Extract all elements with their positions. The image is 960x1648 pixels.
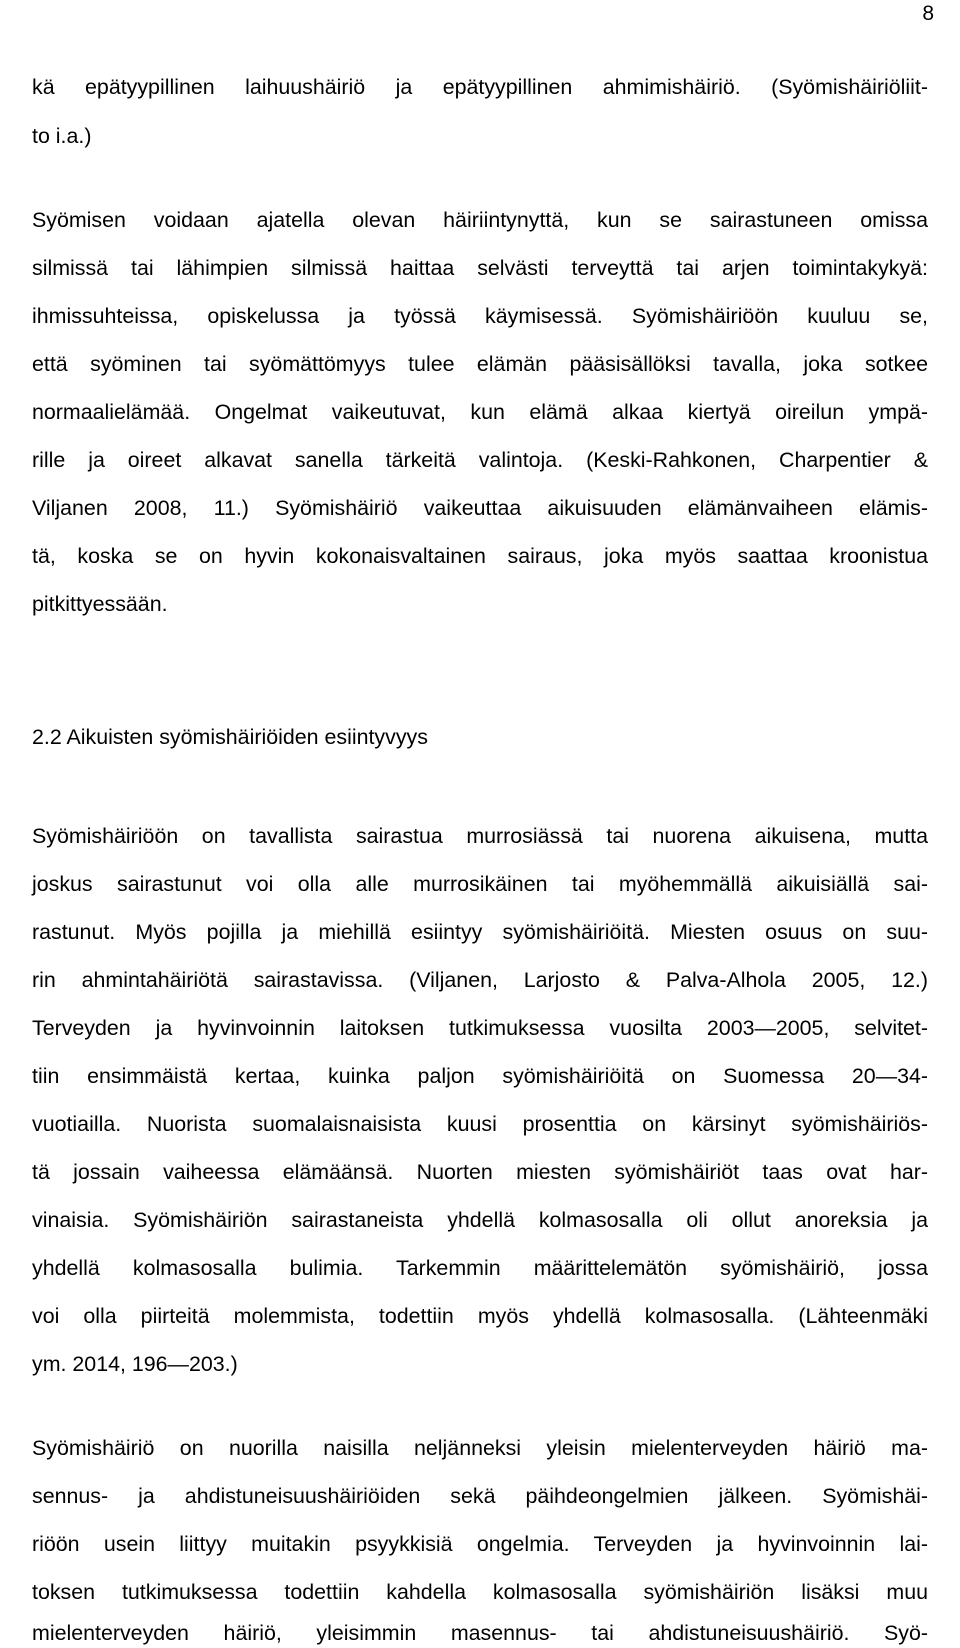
section-heading: 2.2 Aikuisten syömishäiriöiden esiintyvyys	[32, 725, 428, 749]
text-line: ym. 2014, 196—203.)	[32, 1352, 238, 1376]
text-line: kä epätyypillinen laihuushäiriö ja epätyypillinen ahmimishäiriö. (Syömishäiriöliit-	[32, 75, 928, 99]
text-line: Syömishäiriö on nuorilla naisilla neljänneksi yleisin mielenterveyden häiriö ma-	[32, 1436, 928, 1460]
text-line: rille ja oireet alkavat sanella tärkeitä valintoja. (Keski-Rahkonen, Charpentier &	[32, 448, 928, 472]
text-line: tä jossain vaiheessa elämäänsä. Nuorten miesten syömishäiriöt taas ovat har-	[32, 1160, 928, 1184]
text-line: tiin ensimmäistä kertaa, kuinka paljon syömishäiriöitä on Suomessa 20—34-	[32, 1064, 928, 1088]
text-line: vinaisia. Syömishäiriön sairastaneista yhdellä kolmasosalla oli ollut anoreksia ja	[32, 1208, 928, 1232]
text-line: rin ahmintahäiriötä sairastavissa. (Viljanen, Larjosto & Palva-Alhola 2005, 12.)	[32, 968, 928, 992]
text-line: toksen tutkimuksessa todettiin kahdella kolmasosalla syömishäiriön lisäksi muu	[32, 1580, 928, 1604]
text-line: tä, koska se on hyvin kokonaisvaltainen sairaus, joka myös saattaa kroonistua	[32, 544, 928, 568]
text-line: normaalielämää. Ongelmat vaikeutuvat, kun elämä alkaa kiertyä oireilun ympä-	[32, 400, 928, 424]
text-line: että syöminen tai syömättömyys tulee elämän pääsisällöksi tavalla, joka sotkee	[32, 352, 928, 376]
text-line: voi olla piirteitä molemmista, todettiin myös yhdellä kolmasosalla. (Lähteenmäki	[32, 1304, 928, 1328]
text-line: mielenterveyden häiriö, yleisimmin masennus- tai ahdistuneisuushäiriö. Syö-	[32, 1621, 928, 1645]
text-line: silmissä tai lähimpien silmissä haittaa selvästi terveyttä tai arjen toimintakykyä:	[32, 256, 928, 280]
text-line: sennus- ja ahdistuneisuushäiriöiden sekä päihdeongelmien jälkeen. Syömishäi-	[32, 1484, 928, 1508]
text-line: ihmissuhteissa, opiskelussa ja työssä käymisessä. Syömishäiriöön kuuluu se,	[32, 304, 928, 328]
text-line: riöön usein liittyy muitakin psyykkisiä ongelmia. Terveyden ja hyvinvoinnin lai-	[32, 1532, 928, 1556]
page-number: 8	[922, 2, 934, 25]
text-line: rastunut. Myös pojilla ja miehillä esiintyy syömishäiriöitä. Miesten osuus on suu-	[32, 920, 928, 944]
text-line: Viljanen 2008, 11.) Syömishäiriö vaikeuttaa aikuisuuden elämänvaiheen elämis-	[32, 496, 928, 520]
text-line: Terveyden ja hyvinvoinnin laitoksen tutkimuksessa vuosilta 2003—2005, selvitet-	[32, 1016, 928, 1040]
text-line: to i.a.)	[32, 124, 92, 148]
text-line: Syömishäiriöön on tavallista sairastua murrosiässä tai nuorena aikuisena, mutta	[32, 824, 928, 848]
text-line: joskus sairastunut voi olla alle murrosikäinen tai myöhemmällä aikuisiällä sai-	[32, 872, 928, 896]
text-line: Syömisen voidaan ajatella olevan häiriintynyttä, kun se sairastuneen omissa	[32, 208, 928, 232]
text-line: yhdellä kolmasosalla bulimia. Tarkemmin määrittelemätön syömishäiriö, jossa	[32, 1256, 928, 1280]
text-line: pitkittyessään.	[32, 592, 168, 616]
text-line: vuotiailla. Nuorista suomalaisnaisista kuusi prosenttia on kärsinyt syömishäiriös-	[32, 1112, 928, 1136]
